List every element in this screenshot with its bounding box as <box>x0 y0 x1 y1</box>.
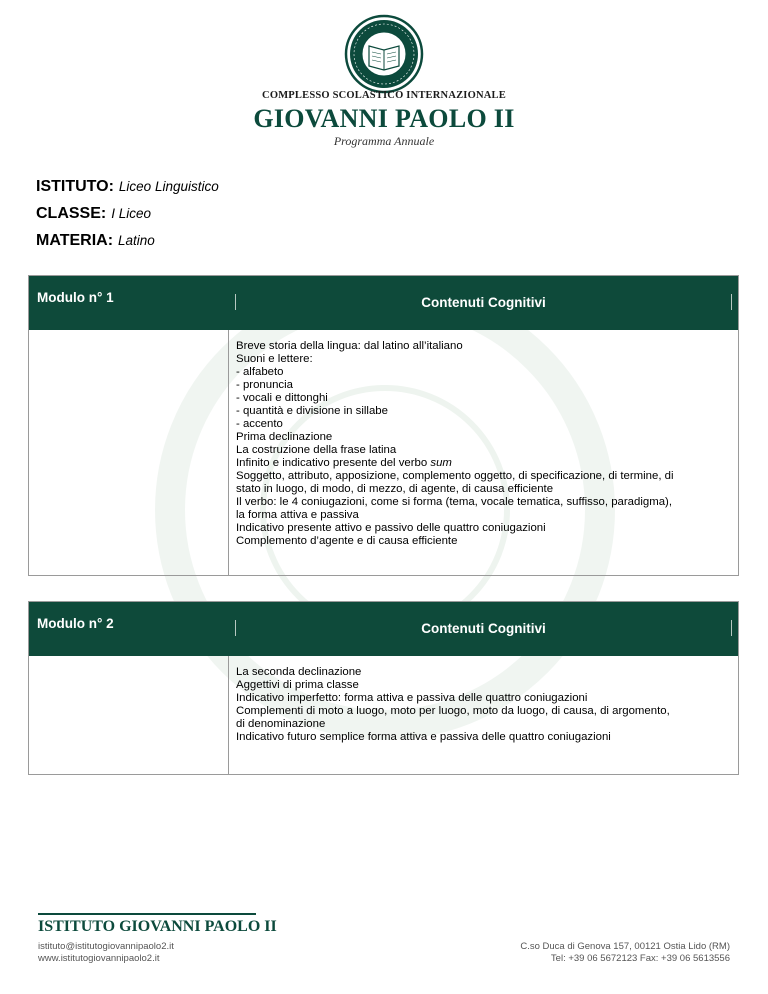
footer-address: C.so Duca di Genova 157, 00121 Ostia Lido (RM) <box>520 941 730 952</box>
italic-word: sum <box>430 457 452 469</box>
module-title: Modulo n° 2 <box>37 616 114 631</box>
content-line: - alfabeto <box>236 366 284 378</box>
content-line: Il verbo: le 4 coniugazioni, come si forma (tema, vocale tematica, suffisso, paradigma), <box>236 496 672 508</box>
footer-institute-name: ISTITUTO GIOVANNI PAOLO II <box>38 918 277 935</box>
module-heading: Contenuti Cognitivi <box>421 621 546 636</box>
footer-rule <box>38 913 256 915</box>
content-line: - pronuncia <box>236 379 293 391</box>
cell-divider <box>235 294 236 310</box>
info-value: Latino <box>118 233 155 248</box>
content-line: Complemento d’agente e di causa efficiente <box>236 535 458 547</box>
cell-divider <box>731 620 732 636</box>
footer-contacts-left <box>38 941 174 965</box>
module-heading: Contenuti Cognitivi <box>421 295 546 310</box>
school-subtitle: COMPLESSO SCOLASTICO INTERNAZIONALE <box>262 90 506 101</box>
module-heading-cell <box>229 276 738 330</box>
module-title: Modulo n° 1 <box>37 290 114 305</box>
cell-divider <box>235 620 236 636</box>
module-heading-cell <box>229 602 738 656</box>
content-line: stato in luogo, di modo, di mezzo, di agente, di causa efficiente <box>236 483 554 495</box>
content-line: Aggettivi di prima classe <box>236 679 359 691</box>
content-line: la forma attiva e passiva <box>236 509 359 521</box>
content-line: - quantità e divisione in sillabe <box>236 405 388 417</box>
info-label: ISTITUTO: <box>36 178 114 195</box>
school-name: GIOVANNI PAOLO II <box>253 104 515 133</box>
footer-phone: Tel: +39 06 5672123 Fax: +39 06 5613556 <box>550 953 730 964</box>
footer-contacts-right <box>520 941 730 965</box>
content-line: Indicativo futuro semplice forma attiva e passiva delle quattro coniugazioni <box>236 731 611 743</box>
info-value: Liceo Linguistico <box>118 179 219 194</box>
content-line: Breve storia della lingua: dal latino all’italiano <box>236 340 463 352</box>
module-body <box>29 330 738 575</box>
content-line: di denominazione <box>236 718 326 730</box>
content-line: La seconda declinazione <box>236 666 362 678</box>
info-label: CLASSE: <box>36 205 107 222</box>
content-line <box>236 457 730 470</box>
module-1-table <box>28 275 739 576</box>
content-line: - vocali e dittonghi <box>236 392 328 404</box>
module-body <box>29 656 738 774</box>
module-empty-cell <box>29 330 229 575</box>
info-classe <box>36 205 151 223</box>
info-materia <box>36 232 155 250</box>
content-line: Soggetto, attributo, apposizione, complemento oggetto, di specificazione, di termine, di <box>236 470 674 482</box>
info-value: I Liceo <box>111 206 152 221</box>
content-text: Infinito e indicativo presente del verbo <box>236 457 428 469</box>
module-2-table <box>28 601 739 775</box>
school-seal-logo <box>344 14 424 94</box>
footer-email[interactable]: istituto@istitutogiovannipaolo2.it <box>38 941 174 952</box>
module-empty-cell <box>29 656 229 774</box>
content-line: Complementi di moto a luogo, moto per luogo, moto da luogo, di causa, di argomento, <box>236 705 670 717</box>
program-label: Programma Annuale <box>333 134 435 148</box>
module-header <box>29 276 738 330</box>
module-header <box>29 602 738 656</box>
content-line: La costruzione della frase latina <box>236 444 397 456</box>
module-content <box>229 656 738 774</box>
content-line: - accento <box>236 418 283 430</box>
content-line: Suoni e lettere: <box>236 353 313 365</box>
cell-divider <box>731 294 732 310</box>
content-line: Indicativo imperfetto: forma attiva e passiva delle quattro coniugazioni <box>236 692 588 704</box>
content-line: Indicativo presente attivo e passivo delle quattro coniugazioni <box>236 522 546 534</box>
module-content <box>229 330 738 575</box>
content-line: Prima declinazione <box>236 431 333 443</box>
footer-website[interactable]: www.istitutogiovannipaolo2.it <box>38 953 160 964</box>
info-istituto <box>36 178 219 196</box>
info-label: MATERIA: <box>36 232 114 249</box>
